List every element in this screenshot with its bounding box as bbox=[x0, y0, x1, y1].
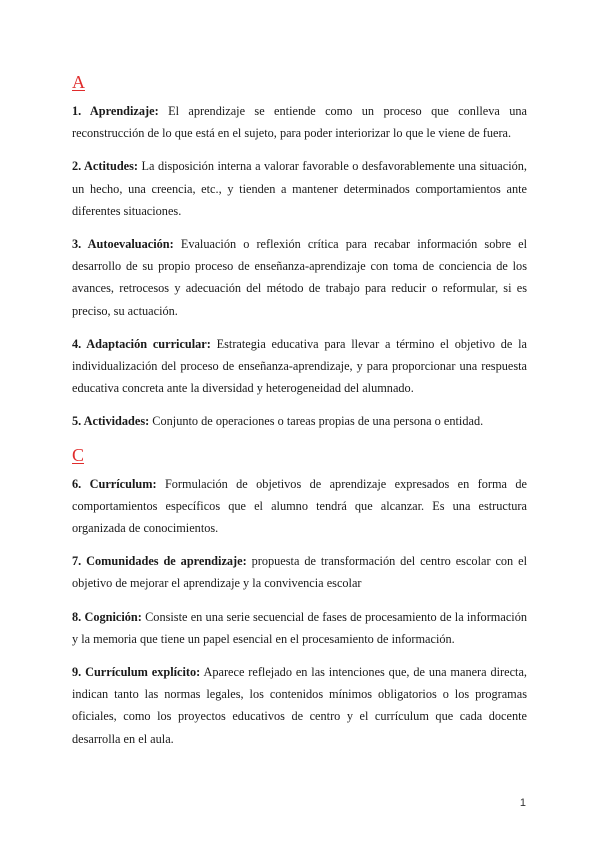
glossary-entry bbox=[72, 155, 527, 222]
glossary-entry bbox=[72, 100, 527, 144]
entry-term: 7. Comunidades de aprendizaje: bbox=[72, 554, 247, 569]
glossary-entry bbox=[72, 233, 527, 322]
entry-term: 2. Actitudes: bbox=[72, 159, 138, 174]
section-letter-a: A bbox=[72, 72, 85, 92]
glossary-entry bbox=[72, 410, 527, 432]
entry-definition: El aprendizaje se entiende como un proceso que conlleva una reconstrucción de lo que está en el sujeto, para poder interiorizar lo que le viene de fuera. bbox=[72, 104, 527, 141]
glossary-entry bbox=[72, 473, 527, 540]
glossary-entry bbox=[72, 606, 527, 650]
glossary-entry bbox=[72, 333, 527, 400]
page-number: 1 bbox=[519, 797, 526, 809]
entry-definition: La disposición interna a valorar favorable o desfavorablemente una situación, un hecho, una creencia, etc., y tienden a mantener determinados comportamientos ante diferentes situaciones. bbox=[72, 159, 527, 218]
glossary-entry bbox=[72, 661, 527, 750]
entry-definition: Estrategia educativa para llevar a término el objetivo de la individualización del proceso de enseñanza-aprendizaje, y para proporcionar una respuesta educativa concreta ante la diversidad y heterogeneidad del alumnado. bbox=[72, 336, 527, 396]
entry-definition: propuesta de transformación del centro escolar con el objetivo de mejorar el aprendizaje y la convivencia escolar bbox=[72, 554, 527, 591]
entry-definition: Evaluación o reflexión crítica para recabar información sobre el desarrollo de su propio proceso de enseñanza-aprendizaje con toma de conciencia de los avances, retrocesos y adecuación del método de trabajo para reducir o reformular, si es preciso, su actuación. bbox=[72, 237, 528, 318]
entry-term: 4. Adaptación curricular: bbox=[72, 336, 211, 351]
glossary-entry bbox=[72, 550, 527, 594]
entry-term: 8. Cognición: bbox=[72, 609, 142, 624]
entry-definition: Formulación de objetivos de aprendizaje expresados en forma de comportamientos específicos que el alumno tendrá que alcanzar. Es una estructura organizada de conocimientos. bbox=[72, 476, 527, 536]
section-letter-c: C bbox=[72, 444, 85, 465]
entry-definition: Consiste en una serie secuencial de fases de procesamiento de la información y la memoria que tiene un papel esencial en el procesamiento de información. bbox=[72, 609, 527, 646]
entry-term: 9. Currículum explícito: bbox=[72, 665, 201, 680]
entry-term: 5. Actividades: bbox=[72, 414, 150, 429]
glossary-content bbox=[72, 70, 527, 761]
entry-definition: Aparece reflejado en las intenciones que, de una manera directa, indican tanto las normas legales, los contenidos mínimos obligatorios o los programas oficiales, como los proyectos educativos de centro y el currículum que cada docente desarrolla en el aula. bbox=[72, 665, 527, 746]
entry-definition: Conjunto de operaciones o tareas propias de una persona o entidad. bbox=[152, 414, 484, 429]
entry-term: 3. Autoevaluación: bbox=[72, 237, 174, 252]
entry-term: 6. Currículum: bbox=[72, 476, 157, 491]
entry-term: 1. Aprendizaje: bbox=[72, 104, 159, 118]
